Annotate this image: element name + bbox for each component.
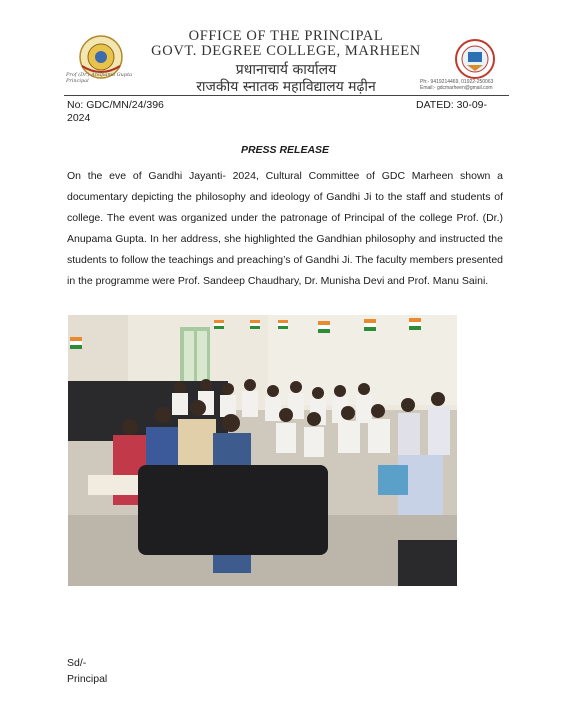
university-emblem-right bbox=[454, 38, 496, 80]
principal-name-caption: Prof (Dr.) Anupama Gupta Principal bbox=[66, 72, 133, 84]
signatory-title: Principal bbox=[67, 673, 108, 685]
office-title-english: OFFICE OF THE PRINCIPAL bbox=[188, 28, 384, 44]
college-name-english: GOVT. DEGREE COLLEGE, MARHEEN bbox=[151, 43, 421, 59]
office-title-hindi: प्रधानाचार्य कार्यालय bbox=[235, 62, 337, 78]
reference-number: No: GDC/MN/24/396 2024 bbox=[67, 99, 164, 124]
contact-details: Ph:- 9419214469, 01922-250063 Email:- gdcmarheen@gmail.com bbox=[420, 79, 494, 91]
letterhead-divider bbox=[64, 95, 509, 96]
sd-label: Sd/- bbox=[67, 657, 87, 669]
press-release-body: On the eve of Gandhi Jayanti- 2024, Cultural Committee of GDC Marheen shown a documentary depicting the philosophy and ideology of Gandhi Ji to the staff and students of college. The event was organized under the patronage of Principal of the college Prof. (Dr.) Anupama Gupta. In her address, she highlighted the Gandhian philosophy and instructed the students to follow the teachings and preaching’s of Gandhi Ji. The faculty members presented in the programme were Prof. Sandeep Chaudhary, Dr. Munisha Devi and Prof. Manu Saini. bbox=[67, 170, 503, 287]
college-name-hindi: राजकीय स्नातक महाविद्यालय मढ़ीन bbox=[196, 79, 376, 95]
date-line: DATED: 30-09- bbox=[416, 99, 487, 111]
letterhead bbox=[60, 28, 512, 96]
signoff bbox=[67, 655, 107, 687]
event-photo bbox=[68, 315, 457, 586]
press-release-heading: PRESS RELEASE bbox=[240, 144, 330, 156]
